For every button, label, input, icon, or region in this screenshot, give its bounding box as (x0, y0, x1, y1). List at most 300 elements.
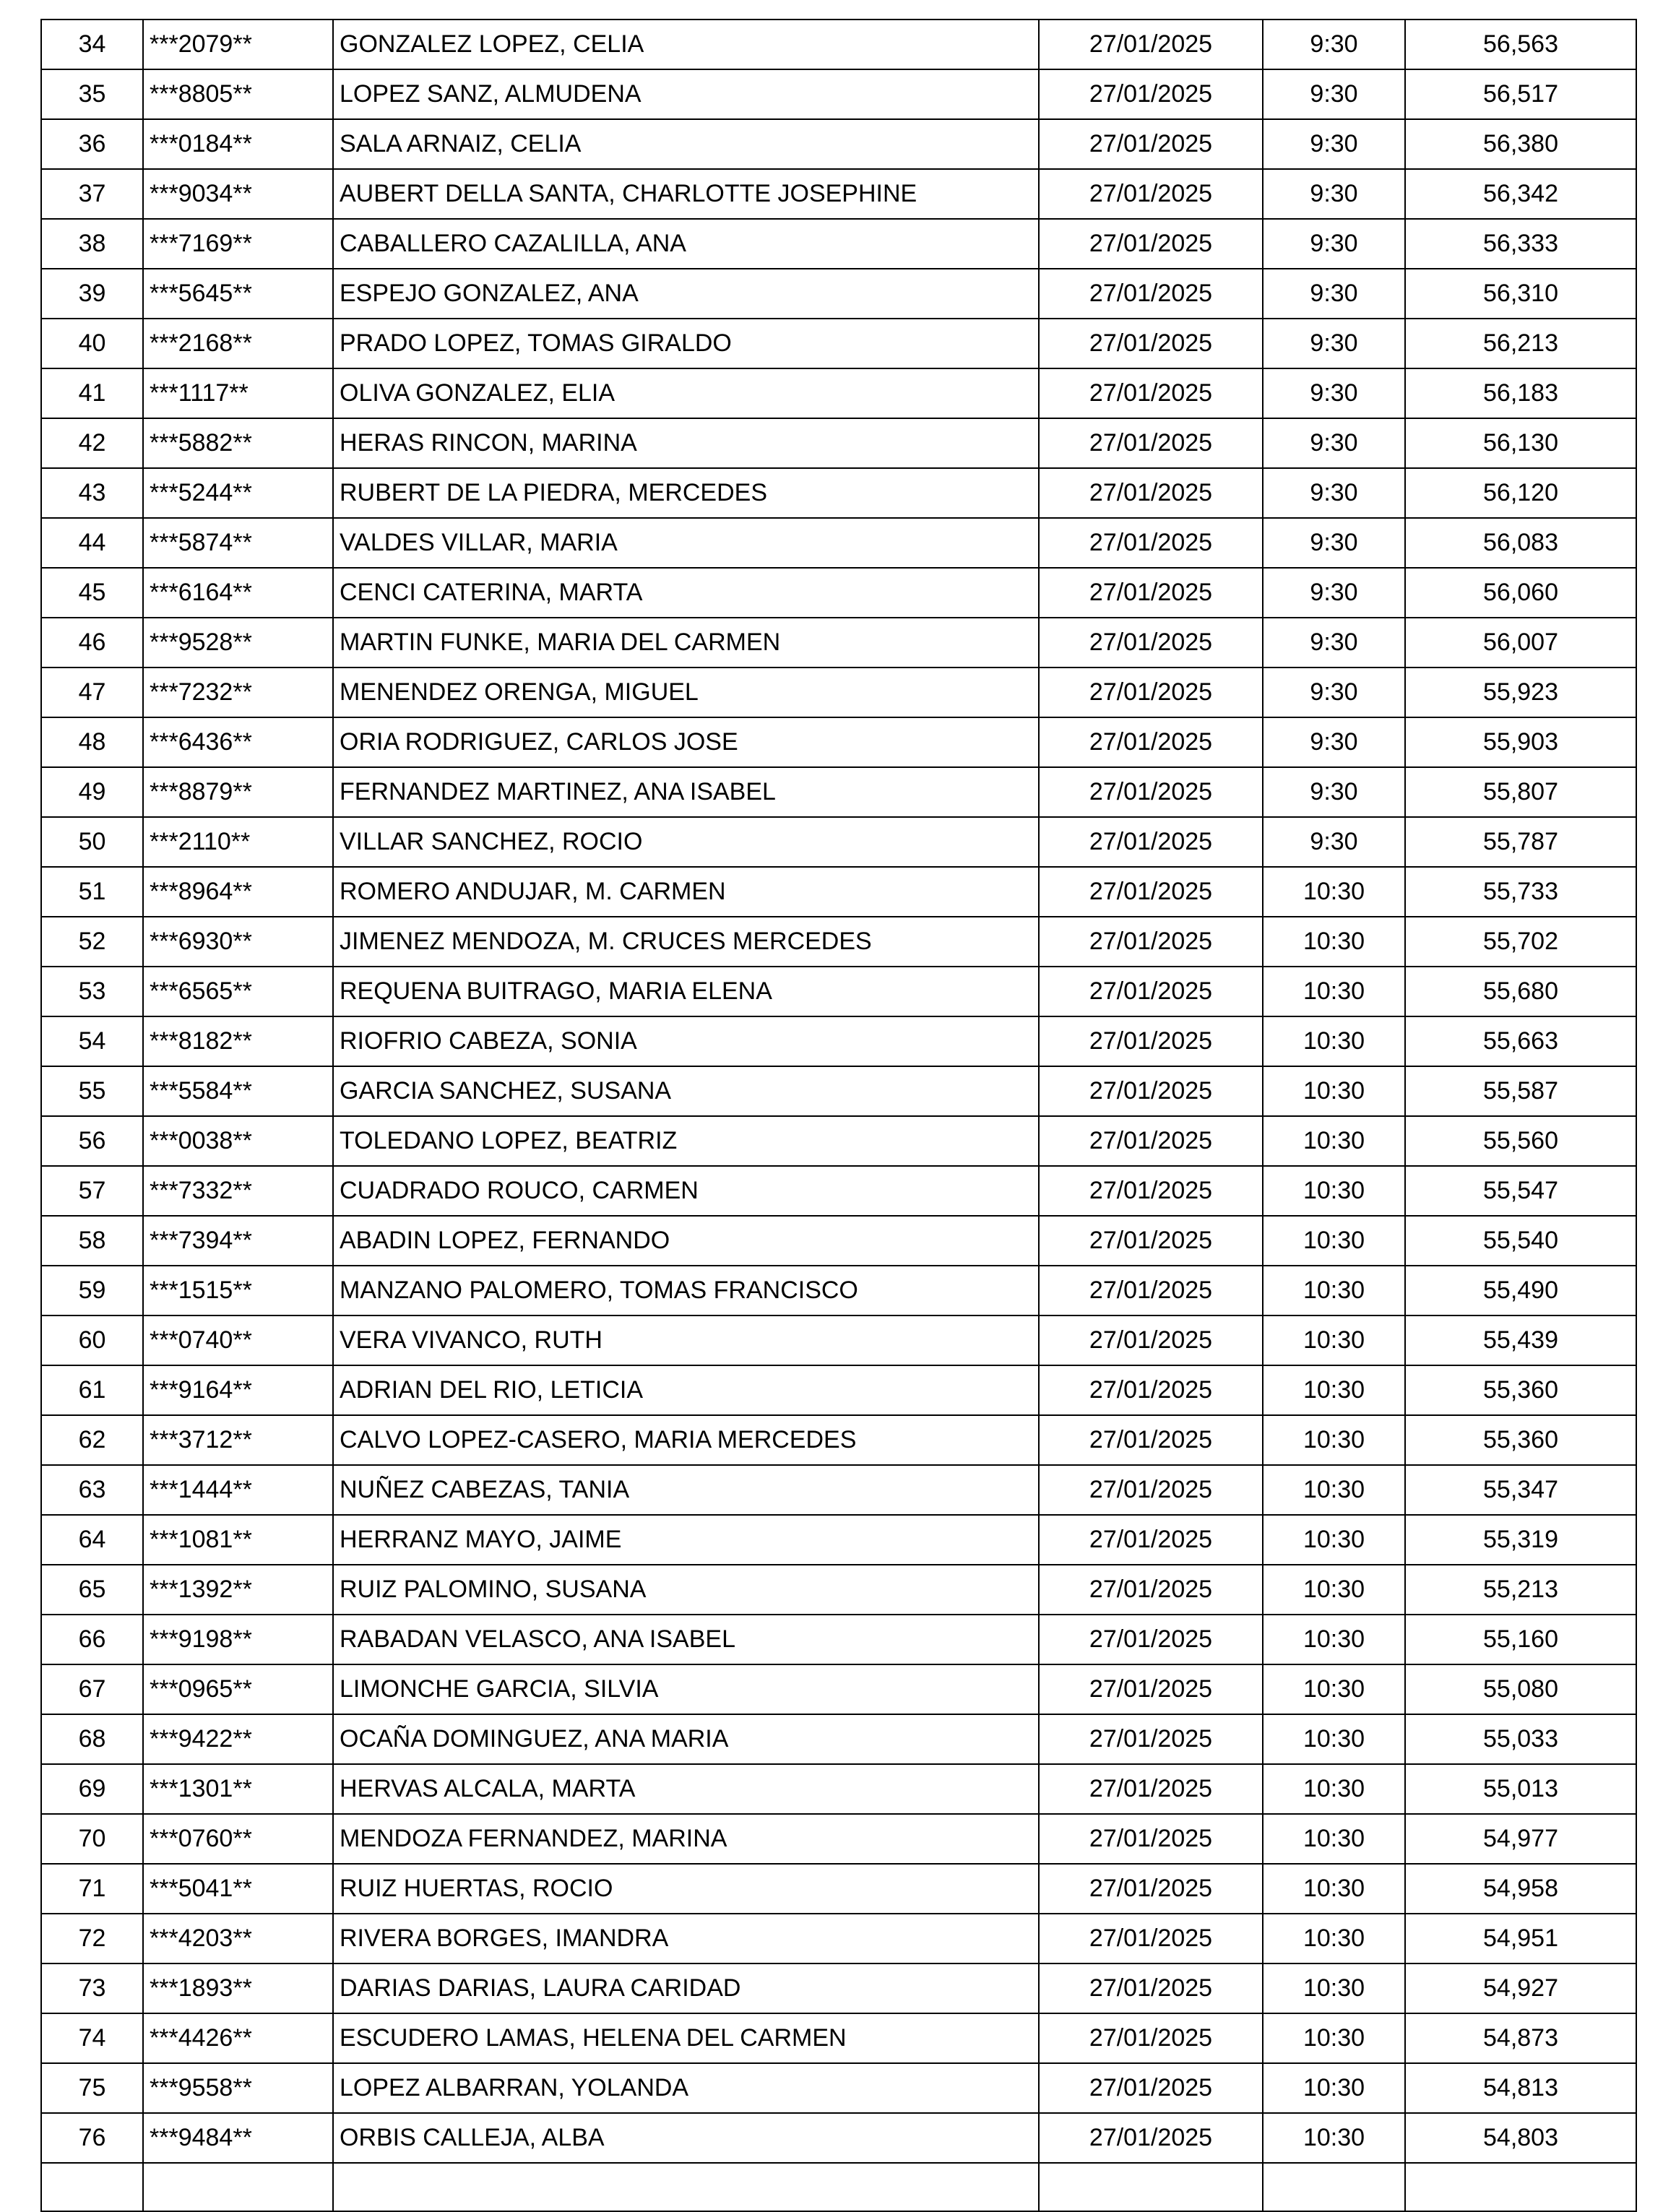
cell-name: RIOFRIO CABEZA, SONIA (333, 1016, 1039, 1066)
cell-score: 56,007 (1405, 618, 1636, 668)
cell-id: ***9198** (143, 1615, 333, 1664)
cell-date: 27/01/2025 (1039, 1864, 1263, 1914)
cell-name: GARCIA SANCHEZ, SUSANA (333, 1066, 1039, 1116)
cell-name: TOLEDANO LOPEZ, BEATRIZ (333, 1116, 1039, 1166)
cell-time: 10:30 (1263, 967, 1405, 1016)
cell-score: 55,923 (1405, 668, 1636, 717)
cell-score: 55,787 (1405, 817, 1636, 867)
cell-name: RABADAN VELASCO, ANA ISABEL (333, 1615, 1039, 1664)
cell-score: 55,347 (1405, 1465, 1636, 1515)
cell-num: 57 (41, 1166, 143, 1216)
cell-id: ***4426** (143, 2013, 333, 2063)
cell-date: 27/01/2025 (1039, 1714, 1263, 1764)
cell-name: LOPEZ ALBARRAN, YOLANDA (333, 2063, 1039, 2113)
cell-id: ***9558** (143, 2063, 333, 2113)
table-row (41, 1615, 1636, 1664)
cell-name (333, 2163, 1039, 2211)
cell-time: 10:30 (1263, 867, 1405, 917)
cell-name: VALDES VILLAR, MARIA (333, 518, 1039, 568)
cell-id: ***5041** (143, 1864, 333, 1914)
cell-date: 27/01/2025 (1039, 717, 1263, 767)
table-row (41, 1216, 1636, 1266)
cell-name: VERA VIVANCO, RUTH (333, 1315, 1039, 1365)
cell-score: 55,319 (1405, 1515, 1636, 1565)
cell-num: 73 (41, 1963, 143, 2013)
cell-date: 27/01/2025 (1039, 418, 1263, 468)
cell-num: 63 (41, 1465, 143, 1515)
cell-date: 27/01/2025 (1039, 867, 1263, 917)
cell-score: 55,439 (1405, 1315, 1636, 1365)
cell-date: 27/01/2025 (1039, 1166, 1263, 1216)
cell-num: 35 (41, 69, 143, 119)
cell-id: ***8879** (143, 767, 333, 817)
cell-id: ***1081** (143, 1515, 333, 1565)
cell-name: ESCUDERO LAMAS, HELENA DEL CARMEN (333, 2013, 1039, 2063)
cell-score: 56,213 (1405, 319, 1636, 368)
cell-name: RUIZ PALOMINO, SUSANA (333, 1565, 1039, 1615)
cell-score: 56,130 (1405, 418, 1636, 468)
cell-name: ROMERO ANDUJAR, M. CARMEN (333, 867, 1039, 917)
cell-time: 9:30 (1263, 69, 1405, 119)
cell-id: ***7394** (143, 1216, 333, 1266)
cell-score: 56,517 (1405, 69, 1636, 119)
cell-score: 55,587 (1405, 1066, 1636, 1116)
table-row (41, 767, 1636, 817)
cell-date: 27/01/2025 (1039, 1266, 1263, 1315)
cell-score: 55,490 (1405, 1266, 1636, 1315)
cell-date: 27/01/2025 (1039, 1515, 1263, 1565)
cell-date: 27/01/2025 (1039, 2113, 1263, 2163)
cell-time: 9:30 (1263, 518, 1405, 568)
cell-id: ***8182** (143, 1016, 333, 1066)
cell-name: CALVO LOPEZ-CASERO, MARIA MERCEDES (333, 1415, 1039, 1465)
cell-time: 9:30 (1263, 169, 1405, 219)
table-row (41, 867, 1636, 917)
cell-score: 55,702 (1405, 917, 1636, 967)
table-row (41, 518, 1636, 568)
cell-id: ***6930** (143, 917, 333, 967)
table-row (41, 1814, 1636, 1864)
cell-id: ***0038** (143, 1116, 333, 1166)
table-row (41, 1764, 1636, 1814)
cell-name: ORBIS CALLEJA, ALBA (333, 2113, 1039, 2163)
cell-date: 27/01/2025 (1039, 518, 1263, 568)
cell-score: 54,813 (1405, 2063, 1636, 2113)
cell-num: 68 (41, 1714, 143, 1764)
cell-score: 56,120 (1405, 468, 1636, 518)
table-row (41, 2163, 1636, 2211)
cell-num: 71 (41, 1864, 143, 1914)
table-row (41, 219, 1636, 269)
cell-id: ***1301** (143, 1764, 333, 1814)
cell-name: DARIAS DARIAS, LAURA CARIDAD (333, 1963, 1039, 2013)
cell-date: 27/01/2025 (1039, 269, 1263, 319)
cell-name: NUÑEZ CABEZAS, TANIA (333, 1465, 1039, 1515)
table-row (41, 917, 1636, 967)
table-row (41, 169, 1636, 219)
cell-name: SALA ARNAIZ, CELIA (333, 119, 1039, 169)
results-table-body (41, 20, 1636, 2211)
cell-id: ***4203** (143, 1914, 333, 1963)
cell-name: CABALLERO CAZALILLA, ANA (333, 219, 1039, 269)
cell-score: 55,807 (1405, 767, 1636, 817)
cell-time: 10:30 (1263, 1864, 1405, 1914)
cell-score: 54,951 (1405, 1914, 1636, 1963)
cell-num: 74 (41, 2013, 143, 2063)
cell-time: 10:30 (1263, 1266, 1405, 1315)
cell-name: HERRANZ MAYO, JAIME (333, 1515, 1039, 1565)
cell-score: 55,213 (1405, 1565, 1636, 1615)
cell-date: 27/01/2025 (1039, 20, 1263, 69)
cell-time: 9:30 (1263, 20, 1405, 69)
cell-time: 9:30 (1263, 767, 1405, 817)
cell-num: 65 (41, 1565, 143, 1615)
cell-time: 9:30 (1263, 368, 1405, 418)
cell-name: ADRIAN DEL RIO, LETICIA (333, 1365, 1039, 1415)
cell-name: RIVERA BORGES, IMANDRA (333, 1914, 1039, 1963)
table-row (41, 1266, 1636, 1315)
cell-score: 54,958 (1405, 1864, 1636, 1914)
table-row (41, 119, 1636, 169)
cell-num: 36 (41, 119, 143, 169)
cell-num: 56 (41, 1116, 143, 1166)
cell-name: RUIZ HUERTAS, ROCIO (333, 1864, 1039, 1914)
cell-num: 49 (41, 767, 143, 817)
cell-num: 38 (41, 219, 143, 269)
cell-num: 60 (41, 1315, 143, 1365)
cell-num: 42 (41, 418, 143, 468)
cell-time: 9:30 (1263, 817, 1405, 867)
cell-num: 50 (41, 817, 143, 867)
cell-score: 54,803 (1405, 2113, 1636, 2163)
cell-num: 53 (41, 967, 143, 1016)
cell-time: 10:30 (1263, 917, 1405, 967)
cell-time (1263, 2163, 1405, 2211)
cell-time: 10:30 (1263, 1016, 1405, 1066)
cell-id: ***6565** (143, 967, 333, 1016)
table-row (41, 1116, 1636, 1166)
table-row (41, 2013, 1636, 2063)
cell-date: 27/01/2025 (1039, 1315, 1263, 1365)
cell-num: 37 (41, 169, 143, 219)
cell-time: 10:30 (1263, 1116, 1405, 1166)
cell-num: 58 (41, 1216, 143, 1266)
cell-date: 27/01/2025 (1039, 1565, 1263, 1615)
cell-time: 10:30 (1263, 1515, 1405, 1565)
cell-num (41, 2163, 143, 2211)
cell-time: 10:30 (1263, 1615, 1405, 1664)
cell-score: 55,033 (1405, 1714, 1636, 1764)
cell-date: 27/01/2025 (1039, 1016, 1263, 1066)
cell-id: ***9164** (143, 1365, 333, 1415)
cell-id: ***5244** (143, 468, 333, 518)
cell-id: ***1444** (143, 1465, 333, 1515)
cell-date: 27/01/2025 (1039, 2013, 1263, 2063)
cell-time: 10:30 (1263, 1664, 1405, 1714)
cell-name: ORIA RODRIGUEZ, CARLOS JOSE (333, 717, 1039, 767)
cell-score: 55,663 (1405, 1016, 1636, 1066)
cell-name: JIMENEZ MENDOZA, M. CRUCES MERCEDES (333, 917, 1039, 967)
cell-score: 55,903 (1405, 717, 1636, 767)
cell-date: 27/01/2025 (1039, 568, 1263, 618)
cell-name: FERNANDEZ MARTINEZ, ANA ISABEL (333, 767, 1039, 817)
table-row (41, 568, 1636, 618)
table-row (41, 1914, 1636, 1963)
table-row (41, 1016, 1636, 1066)
cell-score: 56,333 (1405, 219, 1636, 269)
cell-score: 56,083 (1405, 518, 1636, 568)
cell-time: 10:30 (1263, 2013, 1405, 2063)
cell-name: GONZALEZ LOPEZ, CELIA (333, 20, 1039, 69)
table-row (41, 1664, 1636, 1714)
table-row (41, 418, 1636, 468)
cell-name: ESPEJO GONZALEZ, ANA (333, 269, 1039, 319)
cell-score: 55,013 (1405, 1764, 1636, 1814)
cell-date: 27/01/2025 (1039, 1116, 1263, 1166)
cell-id (143, 2163, 333, 2211)
cell-id: ***1117** (143, 368, 333, 418)
cell-num: 43 (41, 468, 143, 518)
cell-num: 45 (41, 568, 143, 618)
cell-num: 34 (41, 20, 143, 69)
cell-score: 55,360 (1405, 1415, 1636, 1465)
cell-time: 10:30 (1263, 2113, 1405, 2163)
cell-id: ***6436** (143, 717, 333, 767)
cell-name: HERVAS ALCALA, MARTA (333, 1764, 1039, 1814)
table-row (41, 668, 1636, 717)
cell-date: 27/01/2025 (1039, 917, 1263, 967)
table-row (41, 269, 1636, 319)
table-row (41, 69, 1636, 119)
cell-time: 10:30 (1263, 1315, 1405, 1365)
cell-date: 27/01/2025 (1039, 169, 1263, 219)
table-row (41, 1365, 1636, 1415)
cell-name: RUBERT DE LA PIEDRA, MERCEDES (333, 468, 1039, 518)
cell-date: 27/01/2025 (1039, 1963, 1263, 2013)
table-row (41, 20, 1636, 69)
table-row (41, 717, 1636, 767)
table-row (41, 618, 1636, 668)
cell-name: MENENDEZ ORENGA, MIGUEL (333, 668, 1039, 717)
cell-time: 10:30 (1263, 1565, 1405, 1615)
cell-time: 10:30 (1263, 1066, 1405, 1116)
cell-num: 70 (41, 1814, 143, 1864)
cell-date: 27/01/2025 (1039, 1664, 1263, 1714)
cell-time: 10:30 (1263, 2063, 1405, 2113)
table-row (41, 2113, 1636, 2163)
cell-score: 54,927 (1405, 1963, 1636, 2013)
cell-date: 27/01/2025 (1039, 119, 1263, 169)
cell-name: OCAÑA DOMINGUEZ, ANA MARIA (333, 1714, 1039, 1764)
cell-num: 41 (41, 368, 143, 418)
cell-score: 55,360 (1405, 1365, 1636, 1415)
table-row (41, 1066, 1636, 1116)
cell-id: ***5882** (143, 418, 333, 468)
cell-time: 9:30 (1263, 219, 1405, 269)
cell-num: 47 (41, 668, 143, 717)
cell-date: 27/01/2025 (1039, 319, 1263, 368)
table-row (41, 1714, 1636, 1764)
cell-time: 10:30 (1263, 1415, 1405, 1465)
cell-time: 9:30 (1263, 319, 1405, 368)
cell-date: 27/01/2025 (1039, 2063, 1263, 2113)
cell-id: ***7232** (143, 668, 333, 717)
table-row (41, 967, 1636, 1016)
cell-score: 55,560 (1405, 1116, 1636, 1166)
cell-num: 52 (41, 917, 143, 967)
cell-name: AUBERT DELLA SANTA, CHARLOTTE JOSEPHINE (333, 169, 1039, 219)
cell-name: PRADO LOPEZ, TOMAS GIRALDO (333, 319, 1039, 368)
cell-name: MANZANO PALOMERO, TOMAS FRANCISCO (333, 1266, 1039, 1315)
cell-score: 54,873 (1405, 2013, 1636, 2063)
cell-score: 56,060 (1405, 568, 1636, 618)
cell-num: 67 (41, 1664, 143, 1714)
cell-id: ***2110** (143, 817, 333, 867)
cell-num: 61 (41, 1365, 143, 1415)
cell-score: 55,733 (1405, 867, 1636, 917)
table-row (41, 319, 1636, 368)
cell-num: 64 (41, 1515, 143, 1565)
cell-score: 55,160 (1405, 1615, 1636, 1664)
cell-time: 9:30 (1263, 668, 1405, 717)
cell-num: 48 (41, 717, 143, 767)
cell-time: 10:30 (1263, 1465, 1405, 1515)
cell-time: 10:30 (1263, 1963, 1405, 2013)
cell-id: ***0184** (143, 119, 333, 169)
cell-time: 10:30 (1263, 1365, 1405, 1415)
cell-score: 55,547 (1405, 1166, 1636, 1216)
cell-name: CENCI CATERINA, MARTA (333, 568, 1039, 618)
cell-name: VILLAR SANCHEZ, ROCIO (333, 817, 1039, 867)
cell-id: ***2079** (143, 20, 333, 69)
cell-id: ***0740** (143, 1315, 333, 1365)
cell-score (1405, 2163, 1636, 2211)
cell-time: 10:30 (1263, 1216, 1405, 1266)
cell-date: 27/01/2025 (1039, 69, 1263, 119)
cell-id: ***9034** (143, 169, 333, 219)
cell-name: LOPEZ SANZ, ALMUDENA (333, 69, 1039, 119)
cell-date: 27/01/2025 (1039, 618, 1263, 668)
cell-date: 27/01/2025 (1039, 668, 1263, 717)
cell-score: 56,342 (1405, 169, 1636, 219)
cell-time: 9:30 (1263, 119, 1405, 169)
cell-id: ***9422** (143, 1714, 333, 1764)
cell-date: 27/01/2025 (1039, 1216, 1263, 1266)
cell-score: 56,310 (1405, 269, 1636, 319)
cell-date: 27/01/2025 (1039, 368, 1263, 418)
cell-time: 9:30 (1263, 618, 1405, 668)
results-table (40, 19, 1637, 2212)
cell-num: 39 (41, 269, 143, 319)
cell-id: ***9484** (143, 2113, 333, 2163)
cell-name: MENDOZA FERNANDEZ, MARINA (333, 1814, 1039, 1864)
cell-id: ***5645** (143, 269, 333, 319)
cell-name: REQUENA BUITRAGO, MARIA ELENA (333, 967, 1039, 1016)
cell-id: ***2168** (143, 319, 333, 368)
table-row (41, 2063, 1636, 2113)
cell-date: 27/01/2025 (1039, 767, 1263, 817)
cell-time: 9:30 (1263, 717, 1405, 767)
cell-score: 56,380 (1405, 119, 1636, 169)
table-row (41, 1465, 1636, 1515)
cell-id: ***5584** (143, 1066, 333, 1116)
table-row (41, 817, 1636, 867)
table-row (41, 368, 1636, 418)
cell-id: ***1392** (143, 1565, 333, 1615)
cell-date: 27/01/2025 (1039, 468, 1263, 518)
cell-date: 27/01/2025 (1039, 219, 1263, 269)
cell-score: 55,080 (1405, 1664, 1636, 1714)
cell-date (1039, 2163, 1263, 2211)
cell-date: 27/01/2025 (1039, 967, 1263, 1016)
table-row (41, 1166, 1636, 1216)
cell-score: 56,563 (1405, 20, 1636, 69)
cell-num: 62 (41, 1415, 143, 1465)
cell-id: ***0760** (143, 1814, 333, 1864)
cell-name: OLIVA GONZALEZ, ELIA (333, 368, 1039, 418)
cell-name: MARTIN FUNKE, MARIA DEL CARMEN (333, 618, 1039, 668)
cell-num: 72 (41, 1914, 143, 1963)
cell-score: 56,183 (1405, 368, 1636, 418)
cell-time: 10:30 (1263, 1166, 1405, 1216)
cell-id: ***1893** (143, 1963, 333, 2013)
table-row (41, 1565, 1636, 1615)
cell-name: CUADRADO ROUCO, CARMEN (333, 1166, 1039, 1216)
cell-num: 46 (41, 618, 143, 668)
cell-date: 27/01/2025 (1039, 1914, 1263, 1963)
cell-id: ***8805** (143, 69, 333, 119)
cell-num: 66 (41, 1615, 143, 1664)
cell-num: 44 (41, 518, 143, 568)
cell-score: 55,680 (1405, 967, 1636, 1016)
cell-score: 54,977 (1405, 1814, 1636, 1864)
cell-time: 10:30 (1263, 1914, 1405, 1963)
cell-time: 10:30 (1263, 1764, 1405, 1814)
cell-id: ***0965** (143, 1664, 333, 1714)
cell-time: 9:30 (1263, 418, 1405, 468)
cell-time: 9:30 (1263, 568, 1405, 618)
cell-date: 27/01/2025 (1039, 1415, 1263, 1465)
cell-time: 10:30 (1263, 1714, 1405, 1764)
cell-id: ***8964** (143, 867, 333, 917)
table-row (41, 1315, 1636, 1365)
cell-date: 27/01/2025 (1039, 1365, 1263, 1415)
cell-num: 69 (41, 1764, 143, 1814)
cell-num: 54 (41, 1016, 143, 1066)
cell-num: 59 (41, 1266, 143, 1315)
cell-date: 27/01/2025 (1039, 1066, 1263, 1116)
cell-time: 9:30 (1263, 269, 1405, 319)
cell-id: ***6164** (143, 568, 333, 618)
cell-num: 55 (41, 1066, 143, 1116)
cell-date: 27/01/2025 (1039, 1615, 1263, 1664)
cell-id: ***1515** (143, 1266, 333, 1315)
table-row (41, 1963, 1636, 2013)
cell-time: 9:30 (1263, 468, 1405, 518)
table-row (41, 468, 1636, 518)
table-row (41, 1415, 1636, 1465)
table-row (41, 1515, 1636, 1565)
cell-score: 55,540 (1405, 1216, 1636, 1266)
cell-id: ***7169** (143, 219, 333, 269)
cell-name: ABADIN LOPEZ, FERNANDO (333, 1216, 1039, 1266)
cell-date: 27/01/2025 (1039, 1764, 1263, 1814)
cell-num: 76 (41, 2113, 143, 2163)
cell-id: ***5874** (143, 518, 333, 568)
cell-name: LIMONCHE GARCIA, SILVIA (333, 1664, 1039, 1714)
cell-num: 51 (41, 867, 143, 917)
cell-id: ***7332** (143, 1166, 333, 1216)
